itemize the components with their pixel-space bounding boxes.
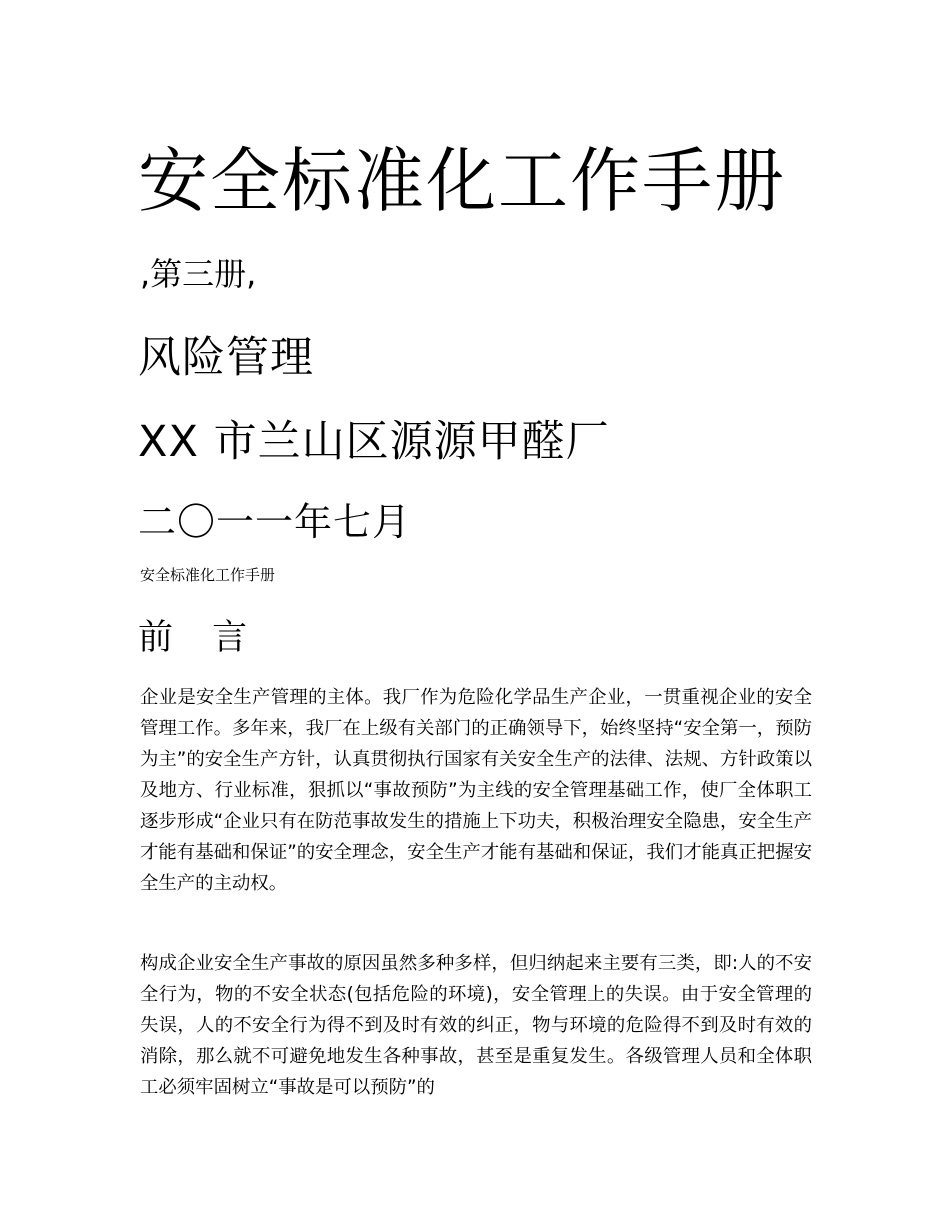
- document-title: 安全标准化工作手册: [138, 140, 786, 222]
- document-subject: 风险管理: [138, 333, 314, 383]
- volume-label: ,第三册,: [140, 255, 257, 293]
- company-name: XX 市兰山区源源甲醛厂: [138, 417, 610, 467]
- running-header: 安全标准化工作手册: [140, 566, 276, 584]
- preface-paragraph-1: 企业是安全生产管理的主体。我厂作为危险化学品生产企业，一贯重视企业的安全管理工作。多年来，我厂在上级有关部门的正确领导下，始终坚持“安全第一，预防为主”的安全生产方针，认真贯彻执行国家有关安全生产的法律、法规、方针政策以及地方、行业标准，狠抓以“事故预防”为主线的安全管理基础工作，使厂全体职工逐步形成“企业只有在防范事故发生的措施上下功夫，积极治理安全隐患，安全生产才能有基础和保证”的安全理念，安全生产才能有基础和保证，我们才能真正把握安全生产的主动权。: [140, 687, 812, 894]
- preface-heading: 前 言: [138, 618, 262, 658]
- preface-paragraph-2: 构成企业安全生产事故的原因虽然多种多样，但归纳起来主要有三类，即:人的不安全行为，物的不安全状态(包括危险的环境)，安全管理上的失误。由于安全管理的失误，人的不安全行为得不到及时有效的纠正，物与环境的危险得不到及时有效的消除，那么就不可避免地发生各种事故，甚至是重复发生。各级管理人员和全体职工必须牢固树立“事故是可以预防”的: [140, 953, 812, 1098]
- document-date: 二〇一一年七月: [138, 500, 412, 544]
